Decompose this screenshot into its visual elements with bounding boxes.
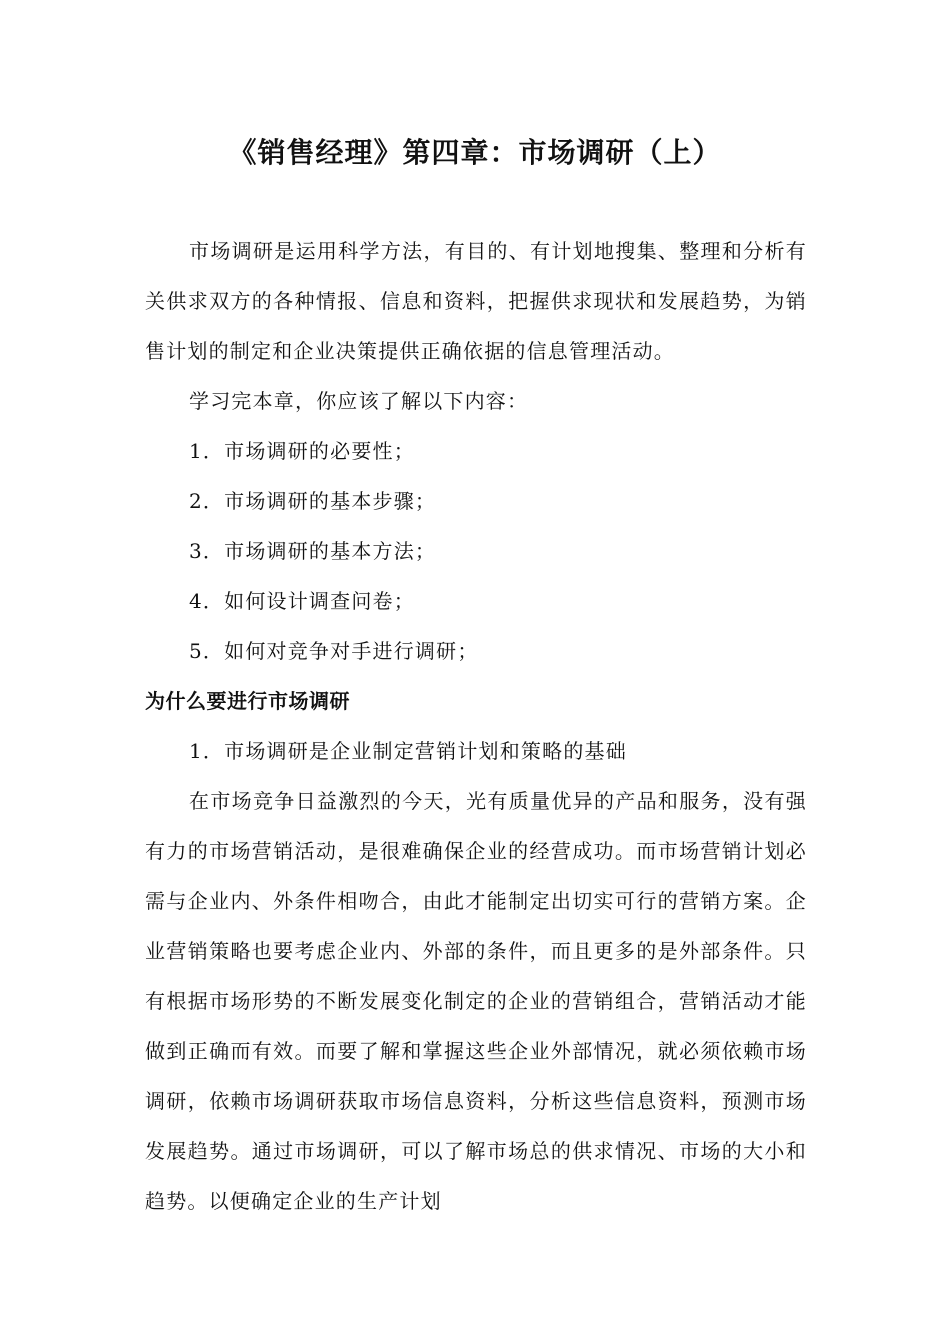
body-paragraph-1: 在市场竞争日益激烈的今天，光有质量优异的产品和服务，没有强有力的市场营销活动，是很难确保企业的经营成功。而市场营销计划必需与企业内、外条件相吻合，由此才能制定出切实可行的营销方案。企业营销策略也要考虑企业内、外部的条件，而且更多的是外部条件。只有根据市场形势的不断发展变化制定的企业的营销组合，营销活动才能做到正确而有效。而要了解和掌握这些企业外部情况，就必须依赖市场调研，依赖市场调研获取市场信息资料，分析这些信息资料，预测市场发展趋势。通过市场调研，可以了解市场总的供求情况、市场的大小和趋势。以便确定企业的生产计划 [145, 789, 807, 1213]
objective-item-2: 2．市场调研的基本步骤； [189, 489, 437, 513]
subsection-heading-1: 1．市场调研是企业制定营销计划和策略的基础 [189, 739, 627, 763]
objective-item-3: 3．市场调研的基本方法； [189, 539, 437, 563]
document-body [145, 226, 807, 1226]
objective-item-5: 5．如何对竞争对手进行调研； [189, 639, 479, 663]
objectives-lead: 学习完本章，你应该了解以下内容： [189, 389, 529, 413]
page-title: 《销售经理》第四章：市场调研（上） [228, 136, 722, 169]
objective-item-1: 1．市场调研的必要性； [189, 439, 415, 463]
objective-item-4: 4．如何设计调查问卷； [189, 589, 415, 613]
section-heading: 为什么要进行市场调研 [145, 689, 350, 713]
intro-paragraph: 市场调研是运用科学方法，有目的、有计划地搜集、整理和分析有关供求双方的各种情报、信息和资料，把握供求现状和发展趋势，为销售计划的制定和企业决策提供正确依据的信息管理活动。 [145, 239, 807, 363]
